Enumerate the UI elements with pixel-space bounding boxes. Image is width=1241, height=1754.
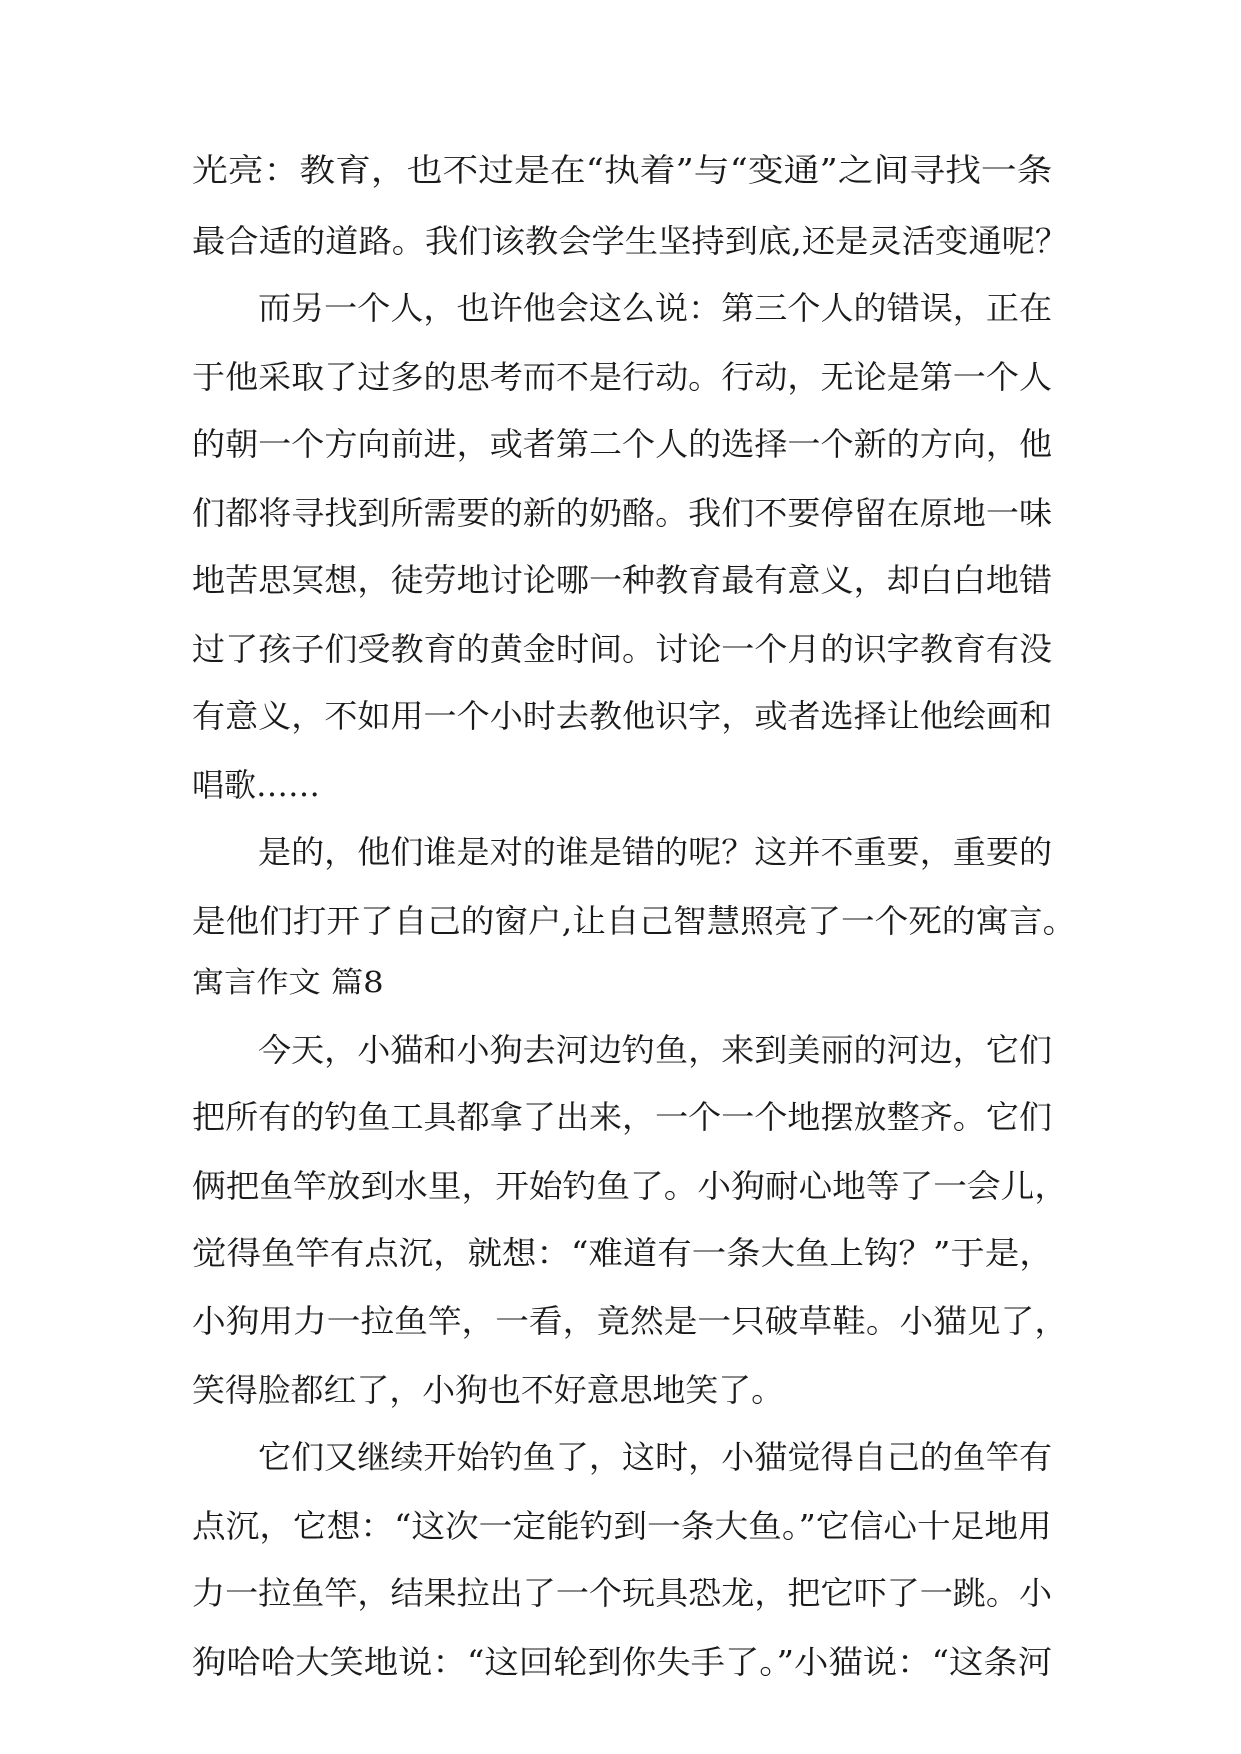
text-line: 是的，他们谁是对的谁是错的呢？这并不重要，重要的 bbox=[258, 833, 1053, 871]
text-line: 唱歌…… bbox=[192, 766, 321, 804]
text-line: 小狗用力一拉鱼竿，一看，竟然是一只破草鞋。小猫见了， bbox=[192, 1302, 1069, 1340]
text-line: 的朝一个方向前进，或者第二个人的选择一个新的方向，他 bbox=[192, 425, 1053, 463]
text-line: 今天，小猫和小狗去河边钓鱼，来到美丽的河边，它们 bbox=[258, 1031, 1053, 1069]
text-line: 们都将寻找到所需要的新的奶酪。我们不要停留在原地一味 bbox=[192, 494, 1053, 532]
text-line: 把所有的钓鱼工具都拿了出来，一个一个地摆放整齐。它们 bbox=[192, 1098, 1053, 1136]
text-line: 是他们打开了自己的窗户,让自己智慧照亮了一个死的寓言。 bbox=[192, 902, 1077, 940]
text-line: 而另一个人，也许他会这么说：第三个人的错误，正在 bbox=[258, 289, 1053, 327]
text-line: 俩把鱼竿放到水里，开始钓鱼了。小狗耐心地等了一会儿， bbox=[192, 1167, 1069, 1205]
text-line: 光亮：教育，也不过是在“执着”与“变通”之间寻找一条 bbox=[192, 151, 1053, 189]
text-line: 觉得鱼竿有点沉，就想：“难道有一条大鱼上钩？”于是， bbox=[192, 1234, 1054, 1272]
text-line: 笑得脸都红了，小狗也不好意思地笑了。 bbox=[192, 1371, 785, 1409]
text-line: 地苦思冥想，徒劳地讨论哪一种教育最有意义，却白白地错 bbox=[192, 561, 1053, 599]
text-line: 于他采取了过多的思考而不是行动。行动，无论是第一个人 bbox=[192, 358, 1053, 396]
text-line: 最合适的道路。我们该教会学生坚持到底,还是灵活变通呢？ bbox=[192, 222, 1069, 260]
section-heading: 寓言作文 篇8 bbox=[192, 965, 384, 999]
text-line: 力一拉鱼竿，结果拉出了一个玩具恐龙，把它吓了一跳。小 bbox=[192, 1574, 1053, 1612]
text-line: 它们又继续开始钓鱼了，这时，小猫觉得自己的鱼竿有 bbox=[258, 1438, 1053, 1476]
text-line: 点沉，它想：“这次一定能钓到一条大鱼。”它信心十足地用 bbox=[192, 1507, 1052, 1545]
text-line: 狗哈哈大笑地说：“这回轮到你失手了。”小猫说：“这条河 bbox=[192, 1643, 1053, 1681]
text-line: 有意义，不如用一个小时去教他识字，或者选择让他绘画和 bbox=[192, 697, 1053, 735]
text-line: 过了孩子们受教育的黄金时间。讨论一个月的识字教育有没 bbox=[192, 630, 1053, 668]
